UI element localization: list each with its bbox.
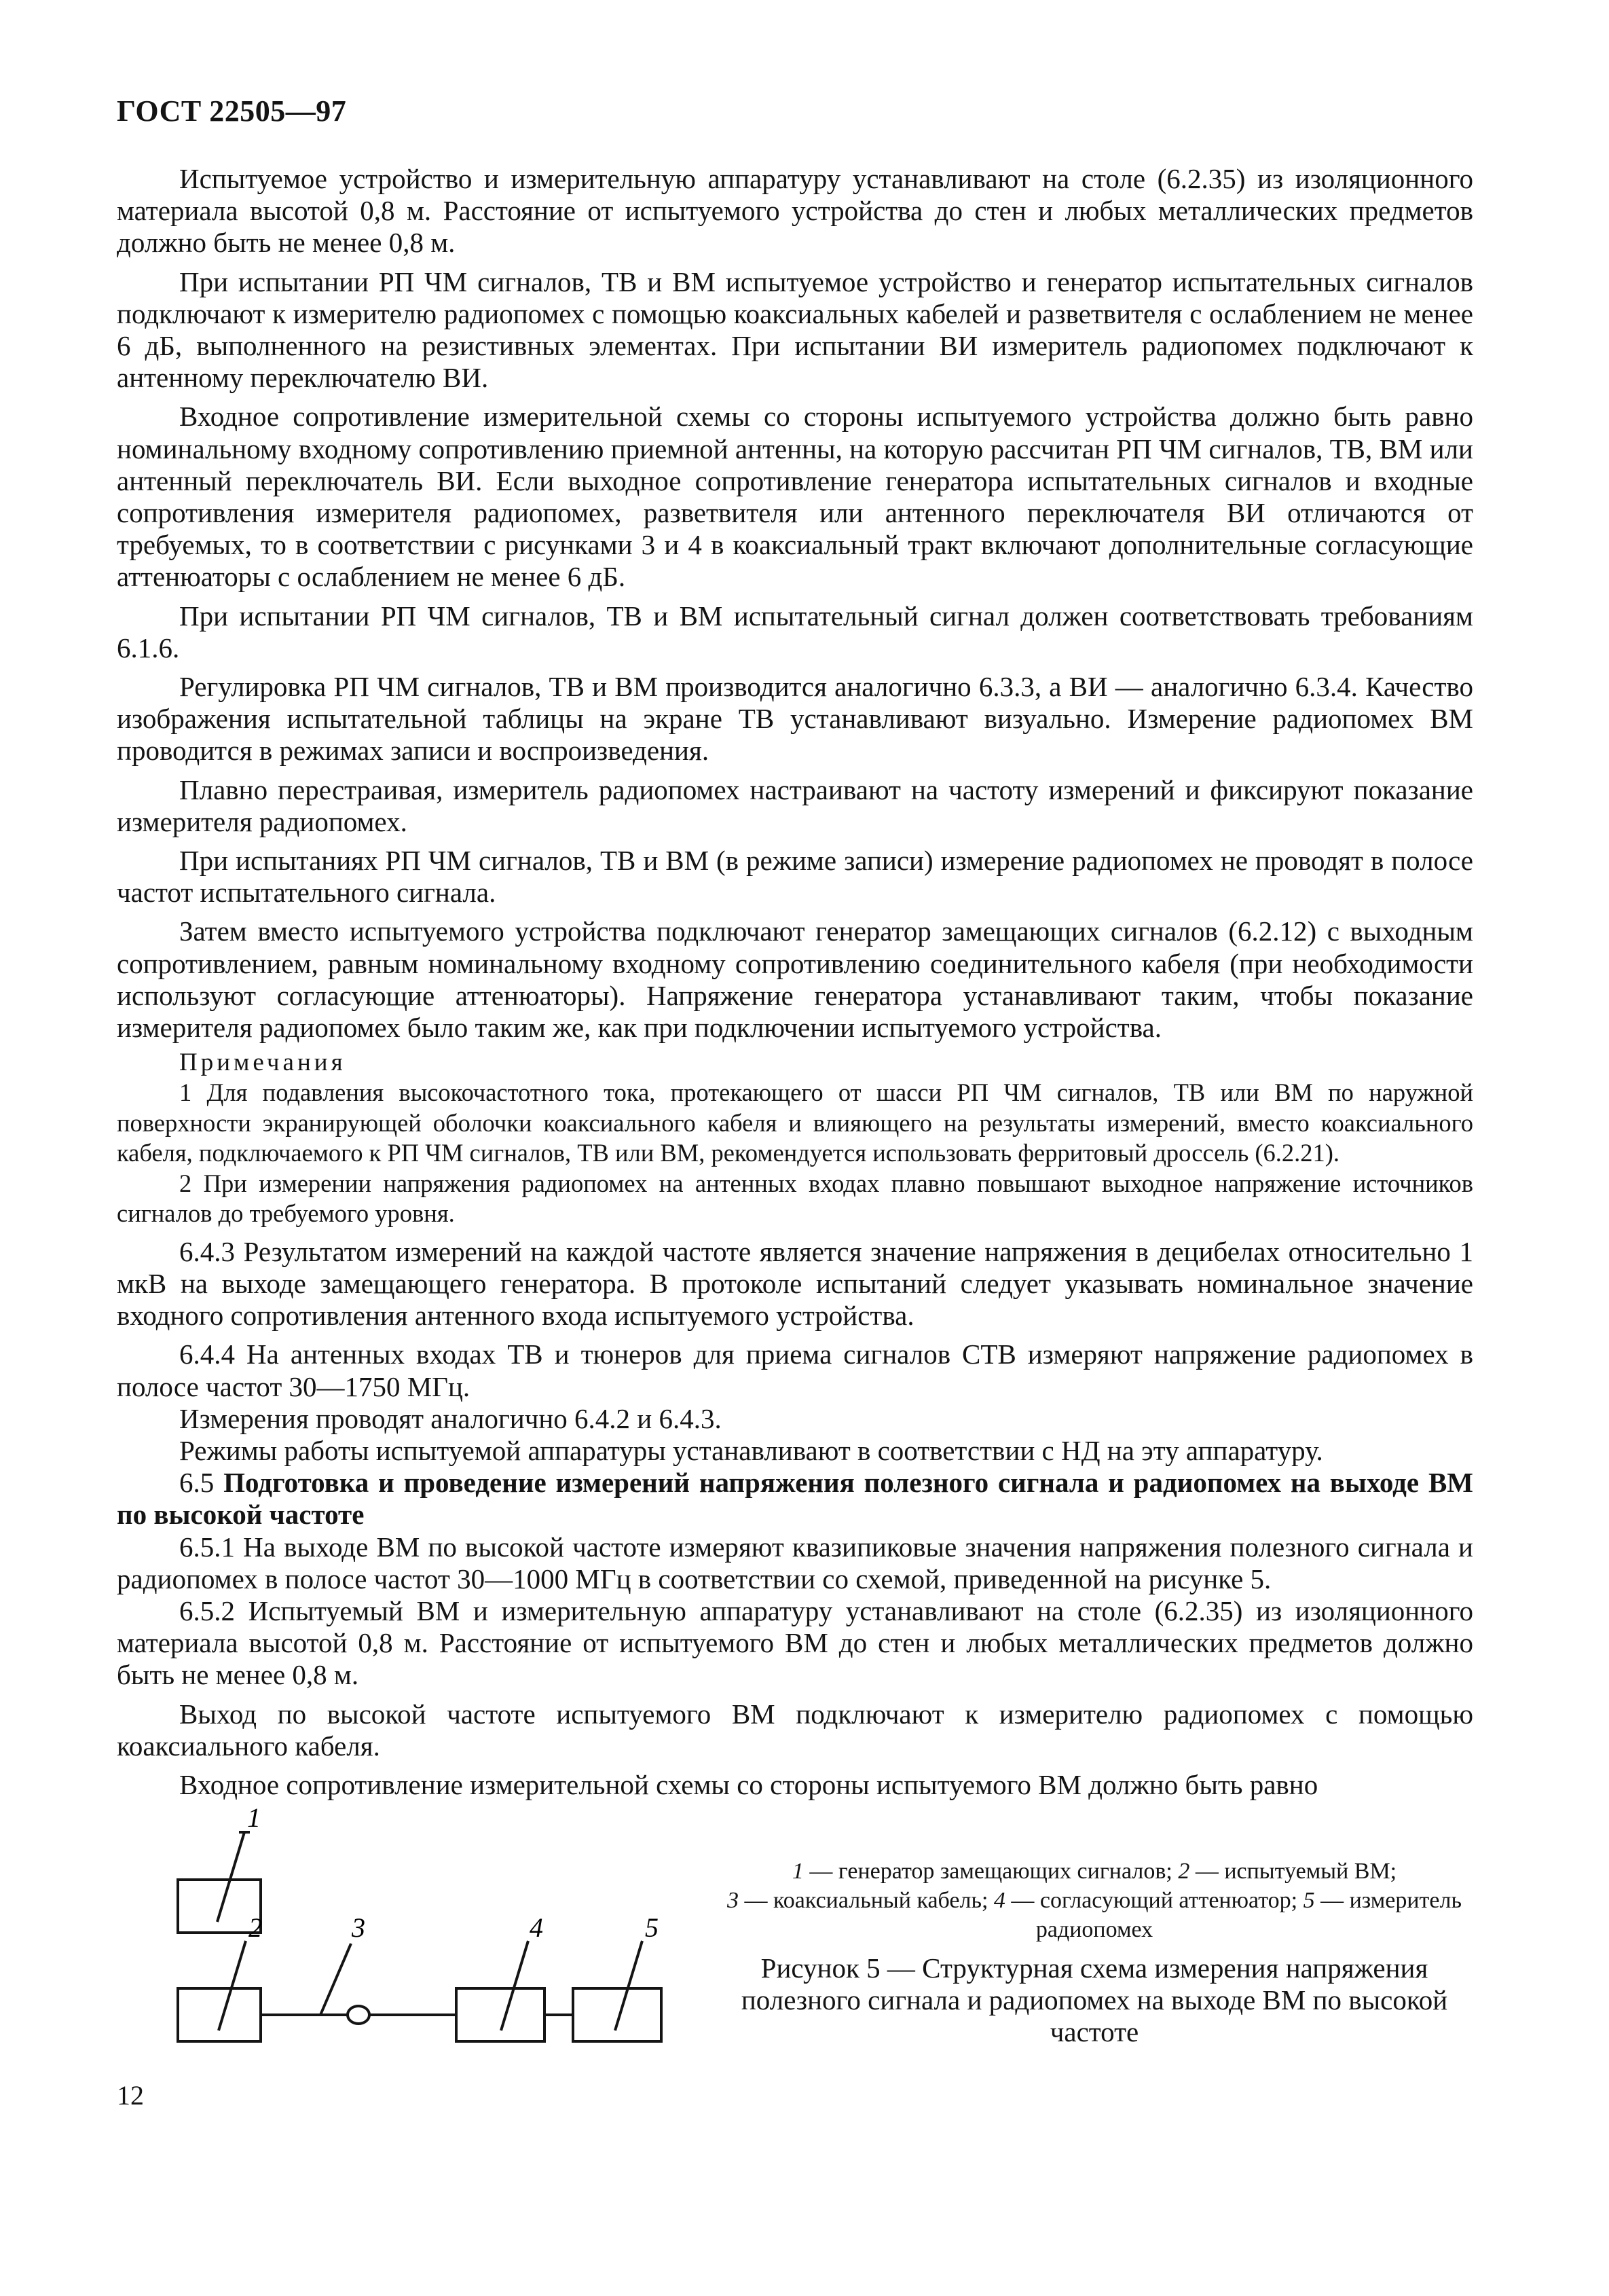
block-2 bbox=[178, 1988, 261, 2041]
notes-title: Примечания bbox=[179, 1049, 346, 1077]
section-number: 6.5 bbox=[179, 1467, 215, 1499]
block-diagram bbox=[117, 1793, 701, 2064]
paragraph: Входное сопротивление измерительной схемы со стороны испытуемого устройства должно быть равно номинальному входному сопротивлению приемной антенны, на которую рассчитан РП ЧМ сигналов, ТВ, ВМ или антенный переключатель ВИ. Если выходное сопротивление генератора испытательных сигналов и входные сопротивления измерителя радиопомех, разветвителя или антенного переключателя ВИ отличаются от требуемых, то в соответствии с рисунками 3 и 4 в коаксиальный тракт включают дополнительные согласующие аттенюаторы с ослаблением не менее 6 дБ. bbox=[117, 401, 1473, 593]
paragraph: 6.5.2 Испытуемый ВМ и измерительную аппаратуру устанавливают на столе (6.2.35) из изоляционного материала высотой 0,8 м. Расстояние от испытуемого ВМ до стен и любых металлических предметов должно быть не менее 0,8 м. bbox=[117, 1595, 1473, 1691]
label-1: 1 bbox=[247, 1802, 261, 1833]
paragraph: При испытании РП ЧМ сигналов, ТВ и ВМ испытуемое устройство и генератор испытательных сигналов подключают к измерителю радиопомех с помощью коаксиальных кабелей и разветвителя с ослаблением не менее 6 дБ, выполненного на резистивных элементах. При испытании ВИ измеритель радиопомех подключают к антенному переключателю ВИ. bbox=[117, 266, 1473, 394]
legend-num: 3 bbox=[727, 1888, 739, 1913]
leader-2 bbox=[219, 1941, 246, 2030]
paragraph: Входное сопротивление измерительной схемы со стороны испытуемого ВМ должно быть равно bbox=[179, 1769, 1318, 1801]
block-4 bbox=[456, 1988, 544, 2041]
legend-text: — согласующий аттенюатор; bbox=[1005, 1888, 1303, 1913]
leader-5 bbox=[615, 1941, 642, 2030]
paragraph: Плавно перестраивая, измеритель радиопомех настраивают на частоту измерений и фиксируют показание измерителя радиопомех. bbox=[117, 773, 1473, 837]
label-3: 3 bbox=[352, 1912, 365, 1943]
legend-num: 4 bbox=[993, 1888, 1005, 1913]
paragraph: 6.5.1 На выходе ВМ по высокой частоте измеряют квазипиковые значения напряжения полезного сигнала и радиопомех в полосе частот 30—1000 МГц в соответствии со схемой, приведенной на рисунке 5. bbox=[117, 1531, 1473, 1595]
page-number: 12 bbox=[117, 2080, 144, 2111]
label-5: 5 bbox=[645, 1912, 659, 1943]
paragraph: При испытании РП ЧМ сигналов, ТВ и ВМ испытательный сигнал должен соответствовать требованиям 6.1.6. bbox=[117, 600, 1473, 663]
legend-num: 1 bbox=[792, 1859, 804, 1884]
leader-3 bbox=[320, 1944, 351, 2015]
label-2: 2 bbox=[248, 1912, 262, 1943]
section-heading bbox=[117, 1467, 1473, 1531]
paragraph: Измерения проводят аналогично 6.4.2 и 6.4.3. bbox=[179, 1402, 722, 1434]
legend-text: — измеритель радиопомех bbox=[1035, 1888, 1462, 1942]
cable-connector-3 bbox=[348, 2006, 369, 2024]
label-4: 4 bbox=[530, 1912, 543, 1943]
paragraph: Затем вместо испытуемого устройства подключают генератор замещающих сигналов (6.2.12) с выходным сопротивлением, равным номинальному входному сопротивлению соединительного кабеля (при необходимости используют согласующие аттенюаторы). Напряжение генератора устанавливают таким, чтобы показание измерителя радиопомех было таким же, как при подключении испытуемого устройства. bbox=[117, 915, 1473, 1044]
paragraph: Регулировка РП ЧМ сигналов, ТВ и ВМ производится аналогично 6.3.3, а ВИ — аналогично 6.3.4. Качество изображения испытательной таблицы на экране ТВ устанавливают визуально. Измерение радиопомех ВМ проводится в режимах записи и воспроизведения. bbox=[117, 671, 1473, 767]
document-header: ГОСТ 22505—97 bbox=[117, 94, 347, 128]
leader-1 bbox=[217, 1832, 244, 1922]
note-item: 2 При измерении напряжения радиопомех на антенных входах плавно повышают выходное напряжение источников сигналов до требуемого уровня. bbox=[117, 1169, 1473, 1228]
legend-text: — коаксиальный кабель; bbox=[739, 1888, 994, 1913]
legend-text: — генератор замещающих сигналов; bbox=[803, 1859, 1179, 1884]
paragraph: При испытаниях РП ЧМ сигналов, ТВ и ВМ (в режиме записи) измерение радиопомех не проводят в полосе частот испытательного сигнала. bbox=[117, 845, 1473, 909]
figure-legend bbox=[721, 1857, 1468, 1944]
figure-5 bbox=[117, 1793, 1475, 2064]
leader-4 bbox=[501, 1941, 528, 2030]
block-5 bbox=[573, 1988, 661, 2041]
legend-text: — испытуемый ВМ; bbox=[1189, 1859, 1397, 1884]
paragraph: 6.4.3 Результатом измерений на каждой частоте является значение напряжения в децибелах относительно 1 мкВ на выходе замещающего генератора. В протоколе испытаний следует указывать номинальное значение входного сопротивления антенного входа испытуемого устройства. bbox=[117, 1235, 1473, 1332]
note-item: 1 Для подавления высокочастотного тока, протекающего от шасси РП ЧМ сигналов, ТВ или ВМ по наружной поверхности экранирующей оболочки коаксиального кабеля и влияющего на результаты измерений, вместо коаксиального кабеля, подключаемого к РП ЧМ сигналов, ТВ или ВМ, рекомендуется использовать ферритовый дроссель (6.2.21). bbox=[117, 1078, 1473, 1167]
body-text bbox=[117, 163, 1473, 1801]
paragraph: Выход по высокой частоте испытуемого ВМ подключают к измерителю радиопомех с помощью коаксиального кабеля. bbox=[117, 1698, 1473, 1762]
paragraph: 6.4.4 На антенных входах ТВ и тюнеров для приема сигналов СТВ измеряют напряжение радиопомех в полосе частот 30—1750 МГц. bbox=[117, 1338, 1473, 1402]
section-title: Подготовка и проведение измерений напряжения полезного сигнала и радиопомех на выходе ВМ по высокой частоте bbox=[117, 1467, 1473, 1531]
paragraph: Режимы работы испытуемой аппаратуры устанавливают в соответствии с НД на эту аппаратуру. bbox=[179, 1435, 1323, 1466]
legend-num: 5 bbox=[1303, 1888, 1315, 1913]
figure-caption: Рисунок 5 — Структурная схема измерения напряжения полезного сигнала и радиопомех на выходе ВМ по высокой частоте bbox=[741, 1952, 1448, 2047]
paragraph: Испытуемое устройство и измерительную аппаратуру устанавливают на столе (6.2.35) из изоляционного материала высотой 0,8 м. Расстояние от испытуемого устройства до стен и любых металлических предметов должно быть не менее 0,8 м. bbox=[117, 163, 1473, 259]
legend-num: 2 bbox=[1178, 1859, 1190, 1884]
